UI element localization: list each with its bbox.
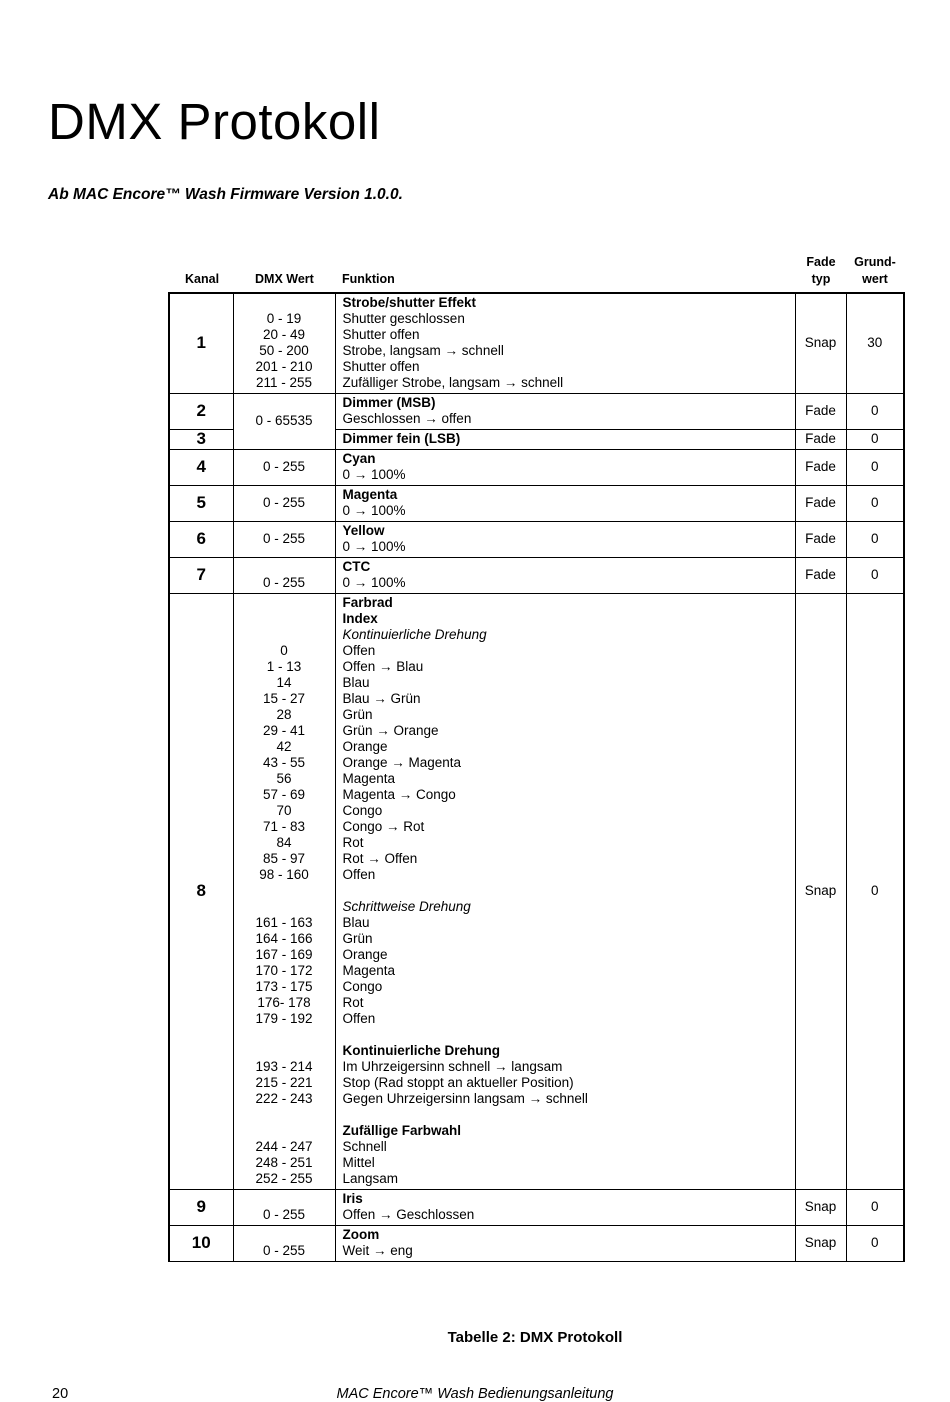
table-row <box>169 450 904 486</box>
dmx-wert-value <box>234 611 335 627</box>
funktion-text: Grün → Orange <box>342 723 439 738</box>
funktion-text: 0 → 100% <box>342 503 406 518</box>
dmx-wert-value <box>234 1107 335 1123</box>
funktion-heading: Yellow <box>342 523 385 538</box>
funktion-text: Offen → Geschlossen <box>342 1207 475 1222</box>
kanal-cell: 3 <box>169 430 233 450</box>
dmx-wert-value: 57 - 69 <box>262 787 306 802</box>
funktion-text: Congo <box>342 979 383 994</box>
funktion-text: Orange → Magenta <box>342 755 462 770</box>
header-grundwert <box>847 254 903 288</box>
funktion-text: Strobe, langsam → schnell <box>342 343 504 358</box>
kanal-cell: 1 <box>169 293 233 394</box>
page-footer: MAC Encore™ Wash Bedienungsanleitung <box>336 1386 614 1402</box>
table-caption: Tabelle 2: DMX Protokoll <box>447 1329 623 1346</box>
dmx-table-body <box>169 293 904 1262</box>
funktion-text: Orange <box>342 739 388 754</box>
subtitle: Ab MAC Encore™ Wash Firmware Version 1.0.0. <box>48 186 403 203</box>
funktion-text <box>343 1027 795 1043</box>
dmx-wert-cell <box>233 558 335 594</box>
funktion-subheading: Schrittweise Drehung <box>342 899 471 914</box>
funktion-text: Orange <box>342 947 388 962</box>
grundwert-cell: 30 <box>846 293 904 394</box>
fade-typ-cell: Snap <box>795 1226 846 1262</box>
header-fade-typ <box>795 254 847 288</box>
funktion-cell <box>335 394 795 430</box>
funktion-text: Grün <box>342 707 373 722</box>
dmx-wert-value: 164 - 166 <box>255 931 313 946</box>
funktion-text: Blau <box>342 915 370 930</box>
funktion-heading: CTC <box>342 559 371 574</box>
dmx-wert-value: 0 - 19 <box>266 311 302 326</box>
funktion-cell <box>335 450 795 486</box>
dmx-wert-cell <box>233 594 335 1190</box>
funktion-cell <box>335 430 795 450</box>
dmx-wert-value: 201 - 210 <box>255 359 313 374</box>
grundwert-cell: 0 <box>846 558 904 594</box>
dmx-wert-value <box>234 1227 335 1243</box>
dmx-wert-value: 1 - 13 <box>266 659 302 674</box>
funktion-text: Magenta <box>342 963 396 978</box>
dmx-wert-value: 28 <box>276 707 292 722</box>
dmx-wert-value: 71 - 83 <box>262 819 306 834</box>
funktion-heading: Zoom <box>342 1227 380 1242</box>
header-kanal: Kanal <box>185 272 220 286</box>
funktion-text: Grün <box>342 931 373 946</box>
table-row <box>169 394 904 430</box>
dmx-wert-value: 244 - 247 <box>255 1139 313 1154</box>
dmx-wert-value: 0 - 255 <box>262 575 306 590</box>
funktion-text: 0 → 100% <box>342 467 406 482</box>
dmx-wert-value <box>234 1123 335 1139</box>
table-row <box>169 486 904 522</box>
funktion-text: 0 → 100% <box>342 539 406 554</box>
grundwert-cell: 0 <box>846 430 904 450</box>
page-title: DMX Protokoll <box>48 93 381 150</box>
dmx-wert-value: 248 - 251 <box>255 1155 313 1170</box>
dmx-wert-value: 70 <box>276 803 292 818</box>
table-row <box>169 293 904 394</box>
dmx-wert-value <box>234 1043 335 1059</box>
dmx-wert-value: 50 - 200 <box>259 343 309 358</box>
dmx-wert-cell <box>233 293 335 394</box>
dmx-wert-value: 98 - 160 <box>259 867 309 882</box>
dmx-wert-value: 215 - 221 <box>255 1075 313 1090</box>
funktion-text: Zufälliger Strobe, langsam → schnell <box>342 375 564 390</box>
grundwert-cell: 0 <box>846 450 904 486</box>
header-dmx-wert: DMX Wert <box>255 272 314 286</box>
funktion-text: Im Uhrzeigersinn schnell → langsam <box>342 1059 563 1074</box>
kanal-cell: 8 <box>169 594 233 1190</box>
funktion-heading: Zufällige Farbwahl <box>342 1123 462 1138</box>
dmx-wert-value: 211 - 255 <box>255 375 313 390</box>
dmx-wert-value: 42 <box>276 739 292 754</box>
fade-typ-cell: Fade <box>795 394 846 430</box>
funktion-heading: Kontinuierliche Drehung <box>342 1043 501 1058</box>
funktion-heading: Index <box>342 611 378 626</box>
dmx-wert-value: 0 <box>280 643 288 658</box>
funktion-heading: Dimmer fein (LSB) <box>342 431 461 446</box>
funktion-text: Geschlossen → offen <box>342 411 472 426</box>
dmx-table <box>168 292 905 1262</box>
funktion-text: Offen <box>342 643 376 658</box>
dmx-wert-value: 43 - 55 <box>262 755 306 770</box>
funktion-text: Offen <box>342 867 376 882</box>
fade-typ-cell: Snap <box>795 594 846 1190</box>
funktion-heading: Farbrad <box>342 595 393 610</box>
funktion-text: Magenta <box>342 771 396 786</box>
dmx-wert-value: 179 - 192 <box>255 1011 313 1026</box>
dmx-wert-value: 29 - 41 <box>262 723 306 738</box>
funktion-heading: Iris <box>342 1191 363 1206</box>
funktion-text: Shutter offen <box>342 327 420 342</box>
grundwert-cell: 0 <box>846 486 904 522</box>
dmx-wert-value: 176- 178 <box>257 995 311 1010</box>
funktion-text: Mittel <box>342 1155 375 1170</box>
table-row <box>169 558 904 594</box>
dmx-wert-value <box>234 627 335 643</box>
fade-typ-cell: Fade <box>795 450 846 486</box>
funktion-text: Rot <box>342 995 364 1010</box>
funktion-text: Offen <box>342 1011 376 1026</box>
funktion-text: Blau → Grün <box>342 691 421 706</box>
dmx-wert-value: 85 - 97 <box>262 851 306 866</box>
dmx-wert-cell <box>233 1190 335 1226</box>
funktion-cell <box>335 1226 795 1262</box>
table-row <box>169 1226 904 1262</box>
funktion-cell <box>335 522 795 558</box>
funktion-heading: Dimmer (MSB) <box>342 395 436 410</box>
funktion-text: Congo → Rot <box>342 819 425 834</box>
funktion-text: Langsam <box>342 1171 399 1186</box>
kanal-cell: 9 <box>169 1190 233 1226</box>
dmx-wert-value: 56 <box>276 771 292 786</box>
grundwert-cell: 0 <box>846 522 904 558</box>
dmx-wert-value <box>234 1027 335 1043</box>
funktion-cell <box>335 486 795 522</box>
dmx-wert-value: 20 - 49 <box>262 327 306 342</box>
fade-typ-cell: Fade <box>795 486 846 522</box>
dmx-wert-value: 193 - 214 <box>255 1059 313 1074</box>
funktion-cell <box>335 594 795 1190</box>
dmx-wert-value: 161 - 163 <box>255 915 313 930</box>
dmx-wert-value: 173 - 175 <box>255 979 313 994</box>
kanal-cell: 2 <box>169 394 233 430</box>
funktion-text <box>343 1107 795 1123</box>
funktion-heading: Magenta <box>342 487 398 502</box>
funktion-heading: Strobe/shutter Effekt <box>342 295 477 310</box>
kanal-cell: 5 <box>169 486 233 522</box>
header-grund-line2: wert <box>862 272 888 286</box>
kanal-cell: 6 <box>169 522 233 558</box>
dmx-wert-value: 14 <box>276 675 292 690</box>
funktion-subheading: Kontinuierliche Drehung <box>342 627 487 642</box>
funktion-heading: Cyan <box>342 451 376 466</box>
funktion-text: Congo <box>342 803 383 818</box>
dmx-wert-value <box>234 295 335 311</box>
funktion-cell <box>335 293 795 394</box>
funktion-cell <box>335 558 795 594</box>
fade-typ-cell: Snap <box>795 1190 846 1226</box>
table-row <box>169 1190 904 1226</box>
dmx-wert-value <box>234 899 335 915</box>
funktion-text: Offen → Blau <box>342 659 424 674</box>
dmx-wert-value: 0 - 255 <box>262 1243 306 1258</box>
funktion-text: Schnell <box>342 1139 387 1154</box>
funktion-text: Shutter geschlossen <box>342 311 465 326</box>
funktion-text: Shutter offen <box>342 359 420 374</box>
dmx-wert-value: 15 - 27 <box>262 691 306 706</box>
funktion-cell <box>335 1190 795 1226</box>
table-row <box>169 522 904 558</box>
funktion-text: Rot <box>342 835 364 850</box>
fade-typ-cell: Fade <box>795 522 846 558</box>
dmx-wert-value: 252 - 255 <box>255 1171 313 1186</box>
funktion-text: Stop (Rad stoppt an aktueller Position) <box>342 1075 574 1090</box>
kanal-cell: 4 <box>169 450 233 486</box>
fade-typ-cell: Snap <box>795 293 846 394</box>
dmx-wert-value <box>234 883 335 899</box>
dmx-wert-value: 222 - 243 <box>255 1091 313 1106</box>
header-fade-line1: Fade <box>806 255 836 269</box>
dmx-wert-cell: 0 - 65535 <box>233 394 335 450</box>
funktion-text: 0 → 100% <box>342 575 406 590</box>
fade-typ-cell: Fade <box>795 558 846 594</box>
funktion-text: Rot → Offen <box>342 851 418 866</box>
kanal-cell: 10 <box>169 1226 233 1262</box>
funktion-text: Gegen Uhrzeigersinn langsam → schnell <box>342 1091 588 1106</box>
dmx-wert-value: 167 - 169 <box>255 947 313 962</box>
grundwert-cell: 0 <box>846 394 904 430</box>
dmx-wert-value <box>234 1191 335 1207</box>
dmx-wert-cell: 0 - 255 <box>233 522 335 558</box>
funktion-text <box>343 883 795 899</box>
grundwert-cell: 0 <box>846 1190 904 1226</box>
dmx-wert-cell: 0 - 255 <box>233 450 335 486</box>
dmx-wert-cell <box>233 1226 335 1262</box>
funktion-text: Blau <box>342 675 370 690</box>
table-row <box>169 594 904 1190</box>
kanal-cell: 7 <box>169 558 233 594</box>
funktion-text: Magenta → Congo <box>342 787 456 802</box>
dmx-wert-value <box>234 559 335 575</box>
grundwert-cell: 0 <box>846 594 904 1190</box>
header-fade-line2: typ <box>811 272 831 286</box>
dmx-wert-value: 0 - 255 <box>262 1207 306 1222</box>
dmx-wert-value: 170 - 172 <box>255 963 313 978</box>
dmx-wert-value: 84 <box>276 835 292 850</box>
dmx-wert-cell: 0 - 255 <box>233 486 335 522</box>
grundwert-cell: 0 <box>846 1226 904 1262</box>
fade-typ-cell: Fade <box>795 430 846 450</box>
page-number: 20 <box>52 1386 69 1402</box>
header-funktion: Funktion <box>342 272 395 286</box>
dmx-wert-value <box>234 595 335 611</box>
funktion-text: Weit → eng <box>342 1243 413 1258</box>
header-grund-line1: Grund- <box>854 255 896 269</box>
